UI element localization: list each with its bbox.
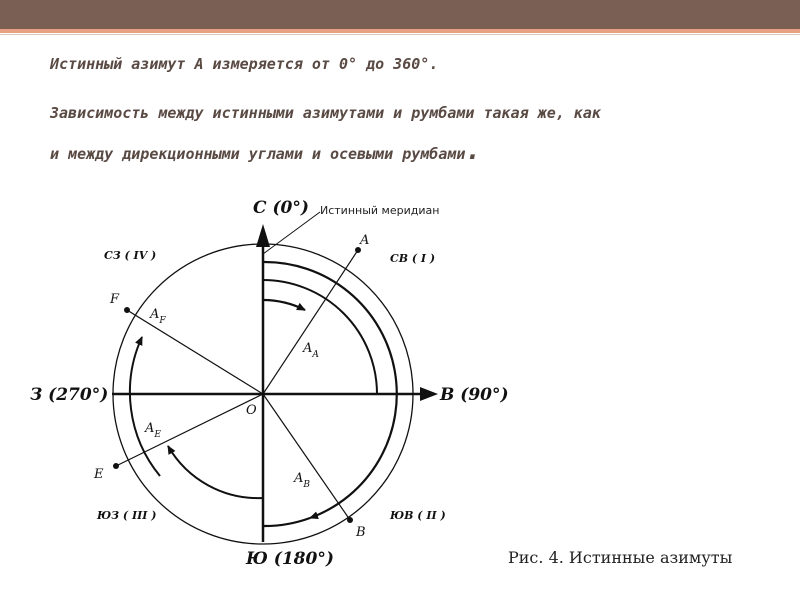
angle-b-letter: A: [294, 471, 304, 486]
text-line-2: Зависимость между истинными азимутами и румбами такая же, как: [50, 104, 601, 122]
figure-caption: Рис. 4. Истинные азимуты: [508, 548, 733, 567]
angle-e-sub: E: [154, 430, 161, 440]
arc-azimuth-e: [104, 448, 280, 600]
point-f: [124, 307, 130, 313]
point-b: [347, 517, 353, 523]
angle-e-letter: A: [145, 421, 155, 436]
quadrant-ne-label: СВ ( I ): [390, 252, 436, 265]
west-label: З (270°): [30, 385, 109, 405]
east-label: В (90°): [440, 385, 509, 405]
arc-quadrant-ne: [263, 280, 377, 394]
angle-a-label: [302, 341, 319, 360]
origin-label: O: [246, 403, 257, 418]
meridian-leader-line: [263, 212, 320, 254]
angle-f-sub: F: [159, 316, 166, 326]
text-line-3-body: и между дирекционными углами и осевыми румбами: [50, 145, 466, 163]
quadrant-se-label: ЮВ ( II ): [390, 509, 446, 522]
text-line-1: Истинный азимут А измеряется от 0° до 360°.: [50, 55, 439, 73]
point-a-label: A: [360, 233, 370, 248]
quadrant-sw-label: ЮЗ ( III ): [97, 509, 157, 522]
arc-azimuth-e-visible: [168, 446, 263, 498]
line-of: [127, 310, 263, 394]
point-f-label: F: [110, 292, 120, 307]
quadrant-nw-label: СЗ ( IV ): [104, 249, 157, 262]
east-arrowhead: [420, 387, 438, 401]
point-b-label: B: [356, 525, 366, 540]
angle-e-label: [144, 421, 161, 440]
angle-b-sub: B: [303, 480, 311, 490]
north-label: С (0°): [253, 198, 309, 218]
arc-west-lower: [160, 476, 263, 526]
line-oe: [116, 394, 263, 466]
angle-a-sub: A: [312, 350, 319, 360]
point-e: [113, 463, 119, 469]
arc-south-segment: [263, 518, 310, 526]
point-e-label: E: [94, 467, 104, 482]
arc-azimuth-f: [130, 337, 160, 476]
arc-azimuth-a: [263, 300, 305, 310]
angle-f-letter: A: [150, 307, 160, 322]
text-line-3-period: .: [465, 136, 482, 166]
angle-b-label: [293, 471, 310, 490]
angle-f-label: [149, 307, 166, 326]
line-ob: [263, 394, 350, 520]
south-label: Ю (180°): [246, 549, 334, 569]
angle-a-letter: A: [303, 341, 313, 356]
meridian-label: Истинный меридиан: [320, 204, 440, 217]
line-oa: [263, 250, 358, 394]
